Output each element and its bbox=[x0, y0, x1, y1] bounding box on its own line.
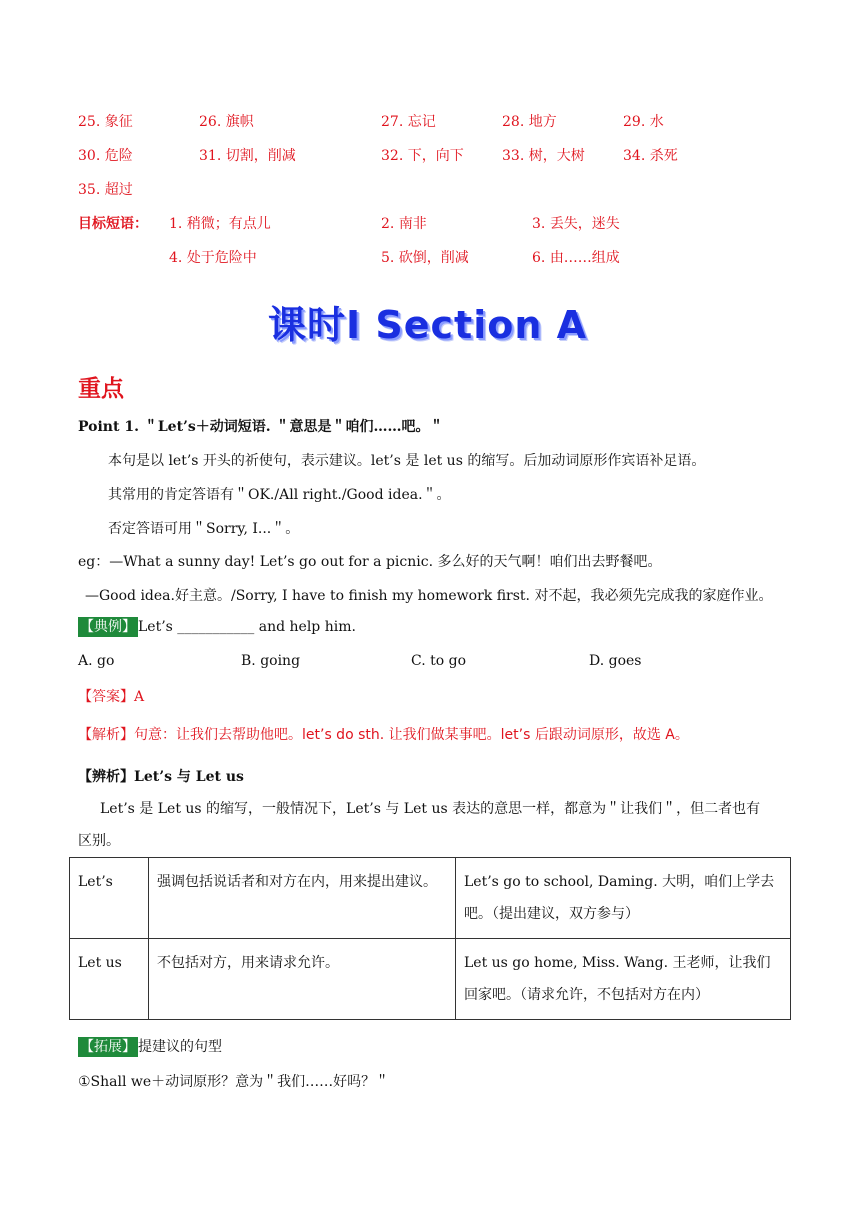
extension-item-1: ①Shall we＋动词原形？意为＂我们……好吗？＂ bbox=[78, 1074, 390, 1090]
analysis: 【解析】句意：让我们去帮助他吧。let’s do sth. 让我们做某事吧。let’s 后跟动词原形，故选 A。 bbox=[78, 727, 689, 743]
distinguish-line-1: Let’s 是 Let us 的缩写，一般情况下，Let’s 与 Let us 表达的意思一样，都意为＂让我们＂，但二者也有 bbox=[100, 801, 761, 817]
option-d: D. goes bbox=[589, 653, 642, 669]
typical-example-tag: 【典例】 bbox=[80, 619, 136, 635]
table-cell-example: Let us go home, Miss. Wang. 王老师，让我们回家吧。（请求允许，不包括对方在内） bbox=[456, 939, 791, 1020]
vocab-item-26: 26. 旗帜 bbox=[199, 114, 254, 130]
vocab-item-35: 35. 超过 bbox=[78, 182, 133, 198]
vocab-item-29: 29. 水 bbox=[623, 114, 664, 130]
vocab-item-30: 30. 危险 bbox=[78, 148, 133, 164]
vocab-item-34: 34. 杀死 bbox=[623, 148, 678, 164]
distinguish-title: 【辨析】Let’s 与 Let us bbox=[78, 769, 244, 785]
example-sentence-2: —Good idea.好主意。/Sorry, I have to finish my homework first. 对不起，我必须先完成我的家庭作业。 bbox=[85, 588, 773, 604]
phrase-item-1: 1. 稍微；有点儿 bbox=[169, 216, 271, 232]
example-sentence-1: eg：—What a sunny day! Let’s go out for a picnic. 多么好的天气啊！咱们出去野餐吧。 bbox=[78, 554, 662, 570]
point1-paragraph-3: 否定答语可用＂Sorry, I...＂。 bbox=[108, 521, 300, 537]
vocab-item-32: 32. 下，向下 bbox=[381, 148, 464, 164]
vocab-item-27: 27. 忘记 bbox=[381, 114, 436, 130]
option-c: C. to go bbox=[411, 653, 467, 669]
typical-example-question: Let’s ___________ and help him. bbox=[138, 619, 356, 635]
option-b: B. going bbox=[241, 653, 301, 669]
table-cell-term: Let’s bbox=[70, 858, 149, 939]
point1-paragraph-1: 本句是以 let’s 开头的祈使句，表示建议。let’s 是 let us 的缩写。后加动词原形作宾语补足语。 bbox=[108, 453, 706, 469]
phrase-item-2: 2. 南非 bbox=[381, 216, 427, 232]
vocab-item-31: 31. 切割，削减 bbox=[199, 148, 296, 164]
phrases-label: 目标短语： bbox=[78, 216, 148, 232]
extension-tag: 【拓展】 bbox=[80, 1039, 136, 1055]
phrase-item-5: 5. 砍倒，削减 bbox=[381, 250, 469, 266]
comparison-table bbox=[69, 857, 791, 1020]
typical-example bbox=[78, 617, 356, 637]
table-cell-term: Let us bbox=[70, 939, 149, 1020]
point1-paragraph-2: 其常用的肯定答语有＂OK./All right./Good idea.＂。 bbox=[108, 487, 451, 503]
distinguish-line-2: 区别。 bbox=[78, 833, 120, 849]
vocab-item-28: 28. 地方 bbox=[502, 114, 557, 130]
table-row bbox=[70, 939, 791, 1020]
section-title: 课时I Section A bbox=[268, 303, 588, 347]
point1-title: Point 1. ＂Let’s＋动词短语. ＂意思是＂咱们……吧。＂ bbox=[78, 419, 444, 435]
phrase-item-3: 3. 丢失，迷失 bbox=[532, 216, 620, 232]
key-points-heading: 重点 bbox=[78, 375, 124, 402]
table-cell-example: Let’s go to school, Daming. 大明，咱们上学去吧。（提出建议，双方参与） bbox=[456, 858, 791, 939]
table-row bbox=[70, 858, 791, 939]
vocab-item-33: 33. 树，大树 bbox=[502, 148, 585, 164]
phrase-item-6: 6. 由……组成 bbox=[532, 250, 620, 266]
option-a: A. go bbox=[78, 653, 115, 669]
vocab-item-25: 25. 象征 bbox=[78, 114, 133, 130]
extension-title: 提建议的句型 bbox=[138, 1039, 222, 1055]
extension bbox=[78, 1036, 222, 1057]
table-cell-desc: 不包括对方，用来请求允许。 bbox=[149, 939, 456, 1020]
answer: 【答案】A bbox=[78, 689, 145, 705]
phrase-item-4: 4. 处于危险中 bbox=[169, 250, 257, 266]
table-cell-desc: 强调包括说话者和对方在内，用来提出建议。 bbox=[149, 858, 456, 939]
